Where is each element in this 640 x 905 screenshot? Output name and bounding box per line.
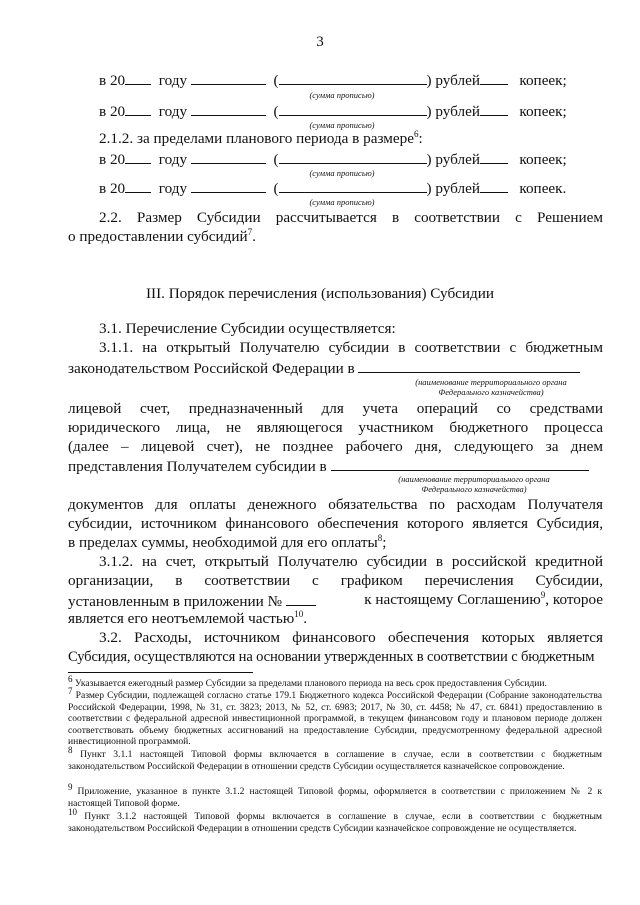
footnote-separator	[68, 672, 253, 673]
rubles-label: ) рублей	[426, 151, 480, 168]
para-3-1-1-line	[68, 456, 589, 476]
footnote	[68, 673, 602, 690]
year-word: году	[158, 72, 188, 89]
amount-words-blank	[279, 149, 427, 164]
year-word: году	[158, 103, 188, 120]
footnote-ref: 8	[377, 532, 383, 543]
year-row: в 20 году ( ) рублей копеек;	[99, 103, 567, 120]
kopeks-blank	[480, 149, 508, 164]
amount-caption: (сумма прописью)	[309, 197, 375, 207]
footnote	[68, 685, 602, 748]
word: 2.2.	[99, 209, 122, 226]
para-3-1-2-line	[68, 591, 603, 611]
para-3-1-1-line	[68, 358, 580, 378]
para-3-2-line: 3.2. Расходы, источником финансового обеспечения которых является	[99, 629, 603, 646]
rubles-label: ) рублей	[426, 103, 480, 120]
amount-caption: (сумма прописью)	[309, 168, 375, 178]
para-3-1-1-line: юридического лица, не являющегося участником бюджетного процесса	[68, 419, 603, 436]
para-3-1-1-line: субсидии, источником финансового обеспечения которого является Субсидия,	[68, 515, 603, 532]
amount-blank	[191, 70, 266, 85]
word: Решением	[536, 209, 603, 226]
amount-words-blank	[279, 178, 427, 193]
text-group	[364, 591, 603, 611]
word: рассчитывается	[275, 209, 377, 226]
organ-blank	[331, 456, 589, 471]
footnote-ref: 7	[247, 226, 253, 237]
para-text: установленным в приложении №	[68, 593, 283, 610]
para-2-1-2: 2.1.2. за пределами планового периода в размере$^6$:	[99, 128, 423, 147]
para-3-1-1-line: документов для оплаты денежного обязательства по расходам Получателя	[68, 496, 603, 513]
para-3-1-2-line: 3.1.2. на счет, открытый Получателю субсидии в российской кредитной	[99, 553, 603, 570]
para-3-1-1-line: лицевой счет, предназначенный для учета операций со средствами	[68, 400, 603, 417]
text-group	[68, 591, 316, 611]
word: в	[391, 209, 400, 226]
word: Субсидии	[196, 209, 261, 226]
kopeks-label: копеек;	[519, 151, 567, 168]
year-blank	[125, 149, 151, 164]
footnote-ref: 9	[540, 589, 546, 600]
footnote-text: Приложение, указанное в пункте 3.1.2 настоящей Типовой формы, оформляется в соответствии с приложением № 2 к настоящей Типовой форме.	[68, 786, 602, 809]
organ-caption: Федерального казначейства)	[421, 484, 527, 494]
kopeks-label: копеек;	[519, 103, 567, 120]
amount-blank	[191, 178, 266, 193]
punct: .	[303, 610, 307, 627]
amount-blank	[191, 149, 266, 164]
para-2-2-line	[99, 209, 603, 227]
kopeks-blank	[480, 70, 508, 85]
footnote-ref: 6	[413, 128, 419, 139]
para-3-1: 3.1. Перечисление Субсидии осуществляется:	[99, 320, 396, 337]
organ-caption: Федерального казначейства)	[438, 387, 544, 397]
amount-blank	[191, 101, 266, 116]
word: с	[515, 209, 522, 226]
year-prefix: в 20	[99, 180, 126, 197]
year-row: в 20 году ( ) рублей копеек;	[99, 72, 567, 89]
year-prefix: в 20	[99, 72, 126, 89]
para-text: 2.1.2. за пределами планового периода в размере	[99, 130, 414, 147]
rubles-label: ) рублей	[426, 72, 480, 89]
para-text: к настоящему Соглашению	[364, 591, 541, 608]
para-3-2-line: Субсидия, осуществляются на основании утвержденных в соответствии с бюджетным	[68, 649, 595, 665]
footnote-number: 9	[68, 781, 73, 792]
organ-caption: (наименование территориального органа	[398, 474, 550, 484]
footnote-text: Размер Субсидии, подлежащей согласно статье 179.1 Бюджетного кодекса Российской Федерации (Собрание законодательства Российской Федерации, 1998, № 31, ст. 3823; 2013, № 52, ст. 6983; 2017, № 30, ст. 4458; № 47, ст. 6841) предоставлению в соответствии с федеральной адресной инвестиционной программой, в текущем финансовом году и плановом периоде должен соответствовать объему бюджетных ассигнований на предоставление Субсидии, предусмотренному федеральной адресной инвестиционной программой.	[68, 690, 602, 748]
kopeks-label: копеек;	[519, 72, 567, 89]
para-text: представления Получателем субсидии в	[68, 458, 327, 475]
year-blank	[125, 70, 151, 85]
rubles-label: ) рублей	[426, 180, 480, 197]
kopeks-blank	[480, 101, 508, 116]
para-2-2-line: о предоставлении субсидий$^7$.	[68, 226, 256, 245]
amount-caption: (сумма прописью)	[309, 90, 375, 100]
punct: ;	[382, 534, 387, 551]
amount-words-blank	[279, 70, 427, 85]
year-row: в 20 году ( ) рублей копеек;	[99, 151, 567, 168]
footnote-text: Пункт 3.1.1 настоящей Типовой формы включается в соглашение в случае, если в соответствии с бюджетным законодательством Российской Федерации в отношении средств Субсидии осуществляется казначейское сопровождение.	[68, 749, 602, 772]
amount-words-blank	[279, 101, 427, 116]
appendix-number-blank	[286, 591, 316, 606]
para-3-1-1-line	[68, 534, 386, 552]
year-word: году	[158, 180, 188, 197]
footnote-text: Указывается ежегодный размер Субсидии за пределами планового периода на весь срок предоставления Субсидии.	[72, 678, 547, 689]
section-heading: III. Порядок перечисления (использования) Субсидии	[145, 285, 495, 302]
year-blank	[125, 101, 151, 116]
year-blank	[125, 178, 151, 193]
footnote-number: 6	[68, 673, 73, 684]
kopeks-blank	[480, 178, 508, 193]
word: Размер	[136, 209, 182, 226]
footnote-number: 7	[68, 685, 73, 696]
amount-caption: (сумма прописью)	[309, 120, 375, 130]
para-text: о предоставлении субсидий	[68, 228, 248, 245]
footnote	[68, 744, 602, 772]
para-3-1-2-line	[68, 610, 307, 628]
para-text: является его неотъемлемой частью	[68, 610, 295, 627]
footnote-number: 8	[68, 744, 73, 755]
footnote	[68, 781, 602, 809]
footnote	[68, 806, 602, 834]
para-text: законодательством Российской Федерации в	[68, 360, 355, 377]
kopeks-label: копеек.	[519, 180, 567, 197]
year-prefix: в 20	[99, 103, 126, 120]
footnote-number: 10	[68, 806, 77, 817]
footnote-ref: 10	[294, 608, 304, 619]
para-text: , которое	[545, 591, 603, 608]
word: соответствии	[414, 209, 501, 226]
year-word: году	[158, 151, 188, 168]
page-number: 3	[316, 34, 324, 50]
para-3-1-1-line: (далее – лицевой счет), не позднее рабочего дня, следующего за днем	[68, 438, 603, 455]
para-3-1-1-line: 3.1.1. на открытый Получателю субсидии в соответствии с бюджетным	[99, 339, 603, 356]
footnote-text: Пункт 3.1.2 настоящей Типовой формы включается в соглашение в случае, если в соответствии с бюджетным законодательством Российской Федерации в отношении средств Субсидии казначейское сопровождение не осуществляется.	[68, 811, 602, 834]
year-row: в 20 году ( ) рублей копеек.	[99, 180, 567, 197]
para-3-1-2-line: организации, в соответствии с графиком перечисления Субсидии,	[68, 572, 603, 589]
organ-blank	[358, 358, 580, 373]
organ-caption: (наименование территориального органа	[415, 377, 567, 387]
para-text: в пределах суммы, необходимой для его оплаты	[68, 534, 378, 551]
year-prefix: в 20	[99, 151, 126, 168]
